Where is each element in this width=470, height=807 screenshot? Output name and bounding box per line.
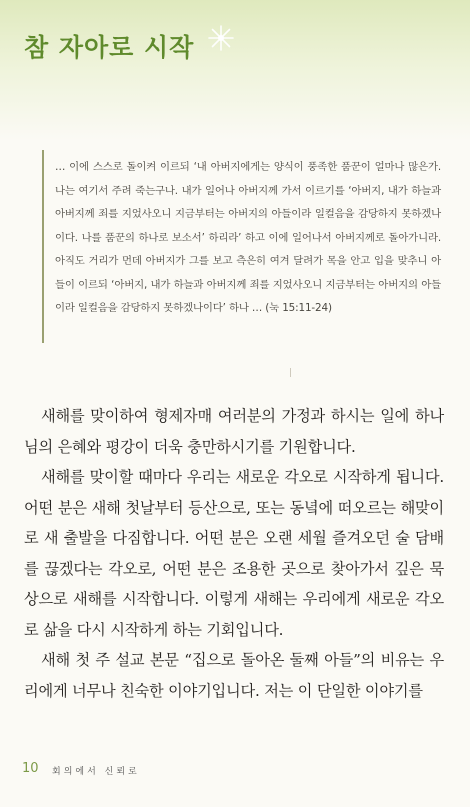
- page-title: 참 자아로 시작: [24, 33, 195, 62]
- running-title: 회의에서 신뢰로: [52, 767, 140, 777]
- page-number: 10: [22, 761, 39, 776]
- divider-mark: [290, 368, 291, 377]
- header-band: [0, 0, 470, 140]
- paragraph: 새해를 맞이하여 형제자매 여러분의 가정과 하시는 일에 하나님의 은혜와 평강이 더욱 충만하시기를 기원합니다.: [24, 407, 444, 456]
- sparkle-icon: [206, 23, 236, 53]
- body-text: [24, 401, 444, 706]
- scripture-quote: … 이에 스스로 돌이켜 이르되 ‘내 아버지에게는 양식이 풍족한 품꾼이 얼마나 많은가. 나는 여기서 주려 죽는구나. 내가 일어나 아버지께 가서 이르기를 ‘아버지, 내가 하늘과 아버지께 죄를 지었사오니 지금부터는 아버지의 아들이라 일컬음을 감당하지 못하겠나이다. 나를 품꾼의 하나로 보소서’ 하리라’ 하고 이에 일어나서 아버지께로 돌아가니라. 아직도 거리가 먼데 아버지가 그를 보고 측은히 여겨 달려가 목을 안고 입을 맞추니 아들이 이르되 ‘아버지, 내가 하늘과 아버지께 죄를 지었사오니 지금부터는 아버지의 아들이라 일컬음을 감당하지 못하겠나이다’ 하나 … (눅 15:11-24): [55, 161, 441, 314]
- paragraph: 새해를 맞이할 때마다 우리는 새로운 각오로 시작하게 됩니다. 어떤 분은 새해 첫날부터 등산으로, 또는 동녘에 떠오르는 해맞이로 새 출발을 다짐합니다. 어떤 분은 오랜 세월 즐겨오던 술 담배를 끊겠다는 각오로, 어떤 분은 조용한 곳으로 찾아가서 깊은 묵상으로 새해를 시작합니다. 이렇게 새해는 우리에게 새로운 각오로 삶을 다시 시작하게 하는 기회입니다.: [24, 468, 444, 639]
- paragraph: 새해 첫 주 설교 본문 “집으로 돌아온 둘째 아들”의 비유는 우리에게 너무나 친숙한 이야기입니다. 저는 이 단일한 이야기를: [24, 651, 444, 700]
